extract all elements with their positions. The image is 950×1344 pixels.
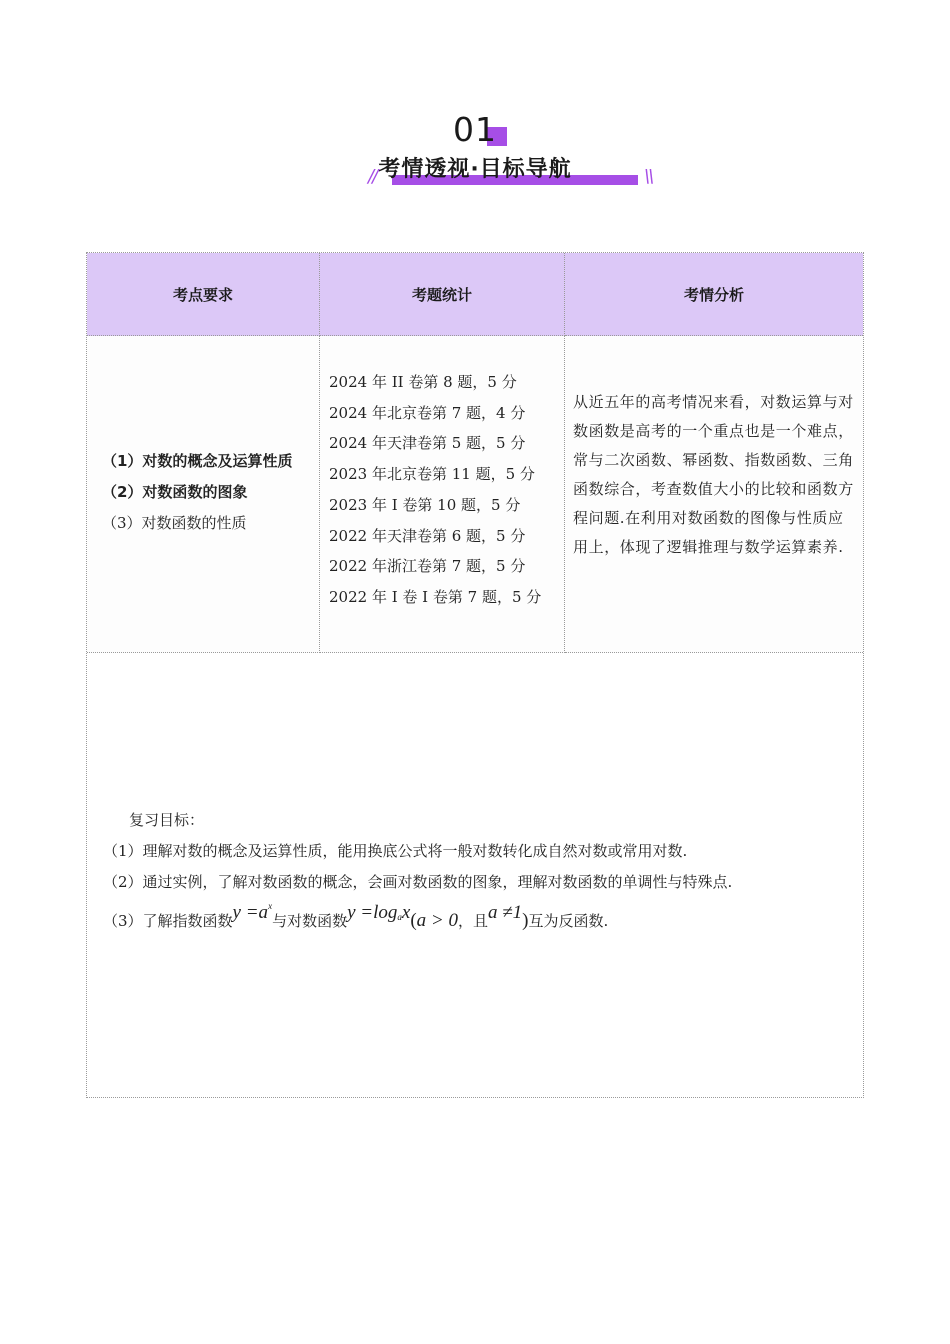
list-item: （1）对数的概念及运算性质 [102,452,293,470]
header-statistics: 考题统计 [320,253,565,336]
list-item: 2024 年天津卷第 5 题，5 分 [329,434,526,453]
logarithm-formula [347,904,410,922]
section-number: 01 [453,110,497,149]
list-item [102,477,292,508]
analysis-cell [565,336,863,653]
goal-item-suffix: 互为反函数. [528,912,609,930]
statistics-cell [320,336,565,653]
condition-close: ) [522,910,529,931]
left-slash-decoration: // [368,166,377,187]
formula-argument: x [401,902,411,923]
list-item: 2022 年天津卷第 6 题，5 分 [329,526,526,545]
condition-two: a ≠1 [487,902,523,923]
exponential-formula [232,901,273,923]
goal-item-middle: 与对数函数 [272,912,348,930]
header-requirements: 考点要求 [87,253,320,336]
list-item: 2022 年浙江卷第 7 题，5 分 [329,557,526,576]
goal-item: （1）理解对数的概念及运算性质，能用换底公式将一般对数转化成自然对数或常用对数. [103,842,688,860]
formula-text: y =a [232,902,269,923]
list-item: 2023 年北京卷第 11 题，5 分 [329,465,535,484]
analysis-text: 从近五年的高考情况来看，对数运算与对数函数是高考的一个重点也是一个难点，常与二次函数、幂函数、指数函数、三角函数综合，考查数值大小的比较和函数方程问题.在利用对数函数的图像与性质应用上，体现了逻辑推理与数学运算素养. [573,393,854,556]
section-title: 考情透视·目标导航 [378,157,572,182]
formula-text: y =log [347,902,398,923]
right-slash-decoration: \\ [644,166,653,187]
requirements-list [102,446,292,539]
list-item-text: （2）对数函数的图象 [102,483,248,501]
statistics-list [329,367,541,613]
review-goals-cell [87,653,863,1097]
goal-item-prefix: （3）了解指数函数 [103,912,233,930]
condition-one: a > 0 [416,910,458,931]
condition-open: ( [410,910,417,931]
list-item: 2023 年 I 卷第 10 题，5 分 [329,495,521,514]
list-item: 2024 年 II 卷第 8 题，5 分 [329,373,517,391]
formula-base: a [397,912,402,922]
goals-title: 复习目标： [129,811,205,829]
condition-separator: ，且 [457,912,488,930]
list-item: 2024 年北京卷第 7 题，4 分 [329,403,526,422]
section-heading [0,108,950,198]
goal-item: （2）通过实例，了解对数函数的概念，会画对数函数的图象，理解对数函数的单调性与特殊点. [103,873,733,891]
requirements-cell [87,336,320,653]
formula-exponent: x [268,901,273,911]
goal-item [103,901,609,932]
list-item: （3）对数函数的性质 [102,514,247,532]
header-analysis: 考情分析 [565,253,863,336]
exam-analysis-table [86,252,864,1098]
list-item: 2022 年 I 卷 I 卷第 7 题，5 分 [329,587,542,606]
